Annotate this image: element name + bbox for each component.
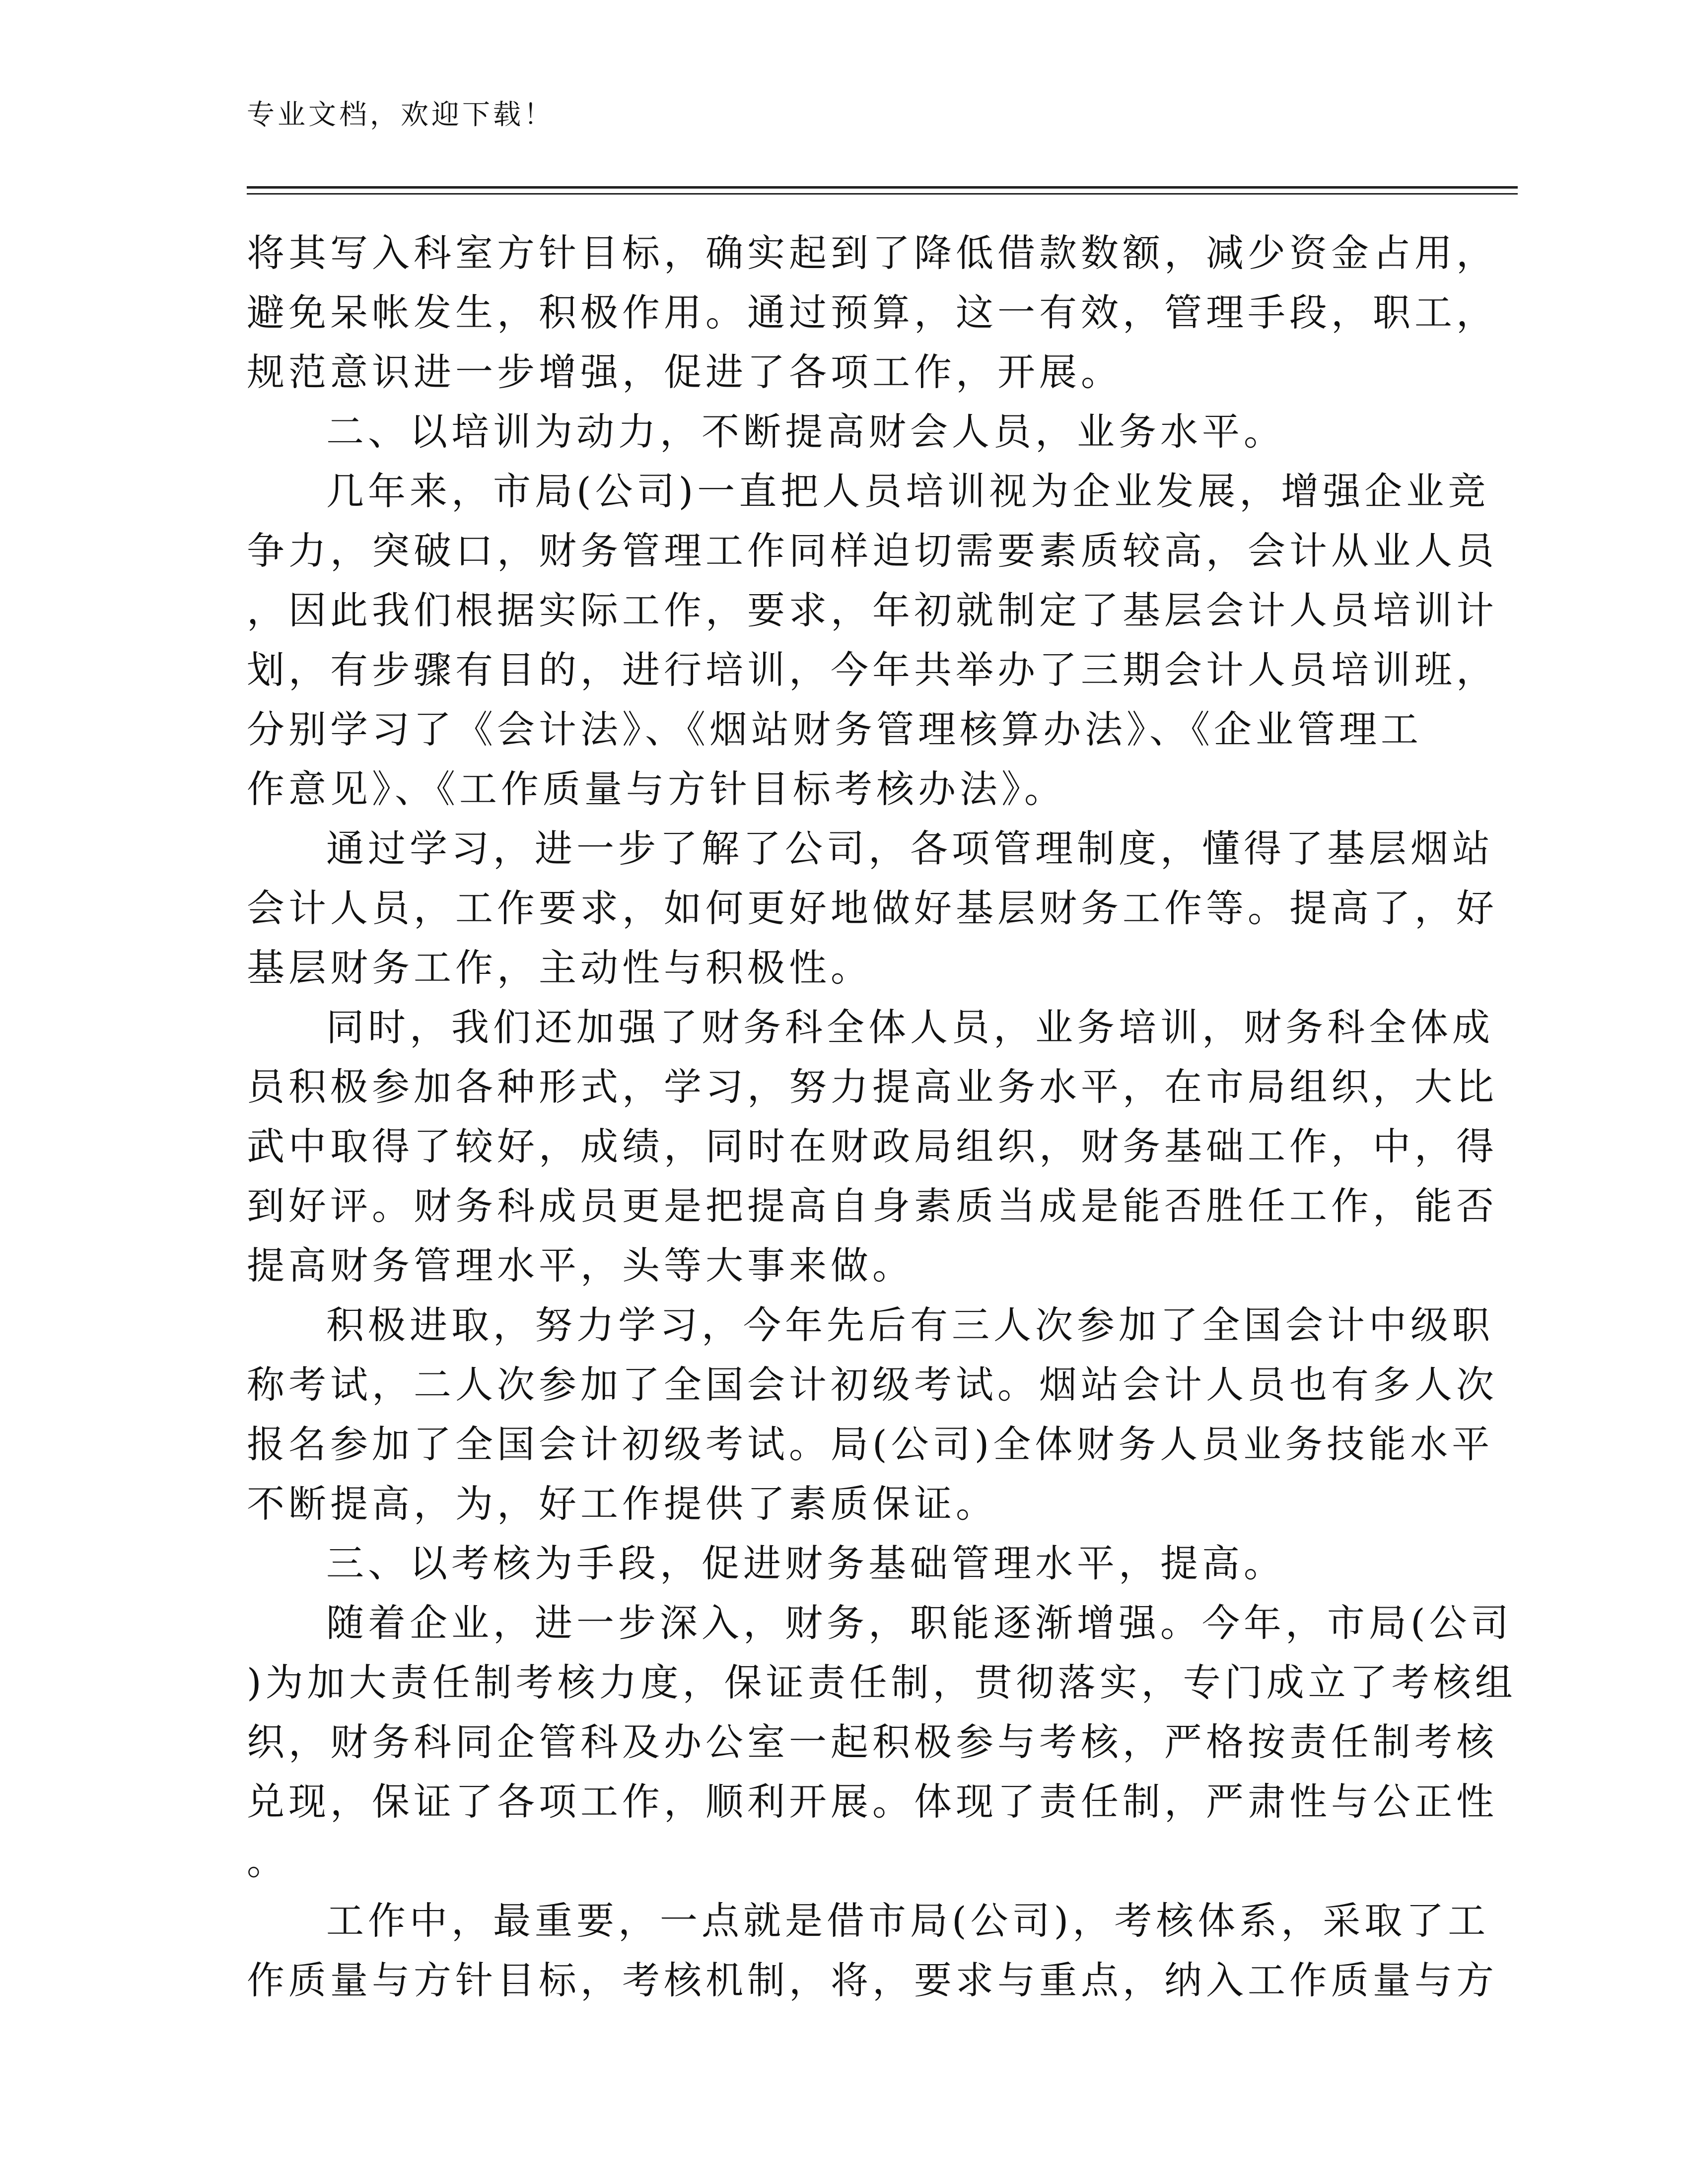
- text-line: 报名参加了全国会计初级考试。局(公司)全体财务人员业务技能水平: [247, 1422, 1494, 1466]
- text-line: 称考试，二人次参加了全国会计初级考试。烟站会计人员也有多人次: [247, 1363, 1498, 1407]
- text-line: 到好评。财务科成员更是把提高自身素质当成是能否胜任工作，能否: [247, 1184, 1498, 1228]
- text-line: 争力，突破口，财务管理工作同样迫切需要素质较高，会计从业人员: [247, 529, 1498, 573]
- text-line: 分别学习了《会计法》、《烟站财务管理核算办法》、《企业管理工: [247, 707, 1422, 751]
- text-line: 划，有步骤有目的，进行培训，今年共举办了三期会计人员培训班，: [247, 648, 1498, 692]
- page-header-title: 专业文档，欢迎下载！: [247, 99, 555, 131]
- header-divider-thick: [247, 186, 1518, 189]
- text-line: 基层财务工作，主动性与积极性。: [247, 946, 872, 990]
- text-line: 避免呆帐发生，积极作用。通过预算，这一有效，管理手段，职工，: [247, 290, 1498, 335]
- text-line: 会计人员，工作要求，如何更好地做好基层财务工作等。提高了，好: [247, 886, 1498, 930]
- document-body: [247, 223, 1517, 2010]
- text-line: 作质量与方针目标，考核机制，将，要求与重点，纳入工作质量与方: [247, 1958, 1498, 2002]
- text-line: 作意见》、《工作质量与方针目标考核办法》。: [247, 767, 1066, 811]
- header-divider-thin: [247, 193, 1518, 195]
- text-line: 通过学习，进一步了解了公司，各项管理制度，懂得了基层烟站: [326, 826, 1494, 871]
- text-line: ，因此我们根据实际工作，要求，年初就制定了基层会计人员培训计: [247, 588, 1498, 632]
- text-line: 不断提高，为，好工作提供了素质保证。: [247, 1482, 997, 1526]
- text-line: 织，财务科同企管科及办公室一起积极参与考核，严格按责任制考核: [247, 1720, 1498, 1764]
- text-line: 三、以考核为手段，促进财务基础管理水平，提高。: [326, 1541, 1285, 1585]
- text-line: 同时，我们还加强了财务科全体人员，业务培训，财务科全体成: [326, 1005, 1494, 1049]
- text-line: 员积极参加各种形式，学习，努力提高业务水平，在市局组织，大比: [247, 1065, 1498, 1109]
- text-line: 随着企业，进一步深入，财务，职能逐渐增强。今年，市局(公司: [326, 1601, 1513, 1645]
- text-line: 工作中，最重要，一点就是借市局(公司)，考核体系，采取了工: [326, 1899, 1490, 1943]
- text-line: 武中取得了较好，成绩，同时在财政局组织，财务基础工作，中，得: [247, 1124, 1498, 1168]
- text-line: 规范意识进一步增强，促进了各项工作，开展。: [247, 350, 1123, 394]
- text-line: 兑现，保证了各项工作，顺利开展。体现了责任制，严肃性与公正性: [247, 1779, 1498, 1824]
- text-line: 几年来，市局(公司)一直把人员培训视为企业发展，增强企业竞: [326, 469, 1490, 513]
- text-line: )为加大责任制考核力度，保证责任制，贯彻落实，专门成立了考核组: [247, 1660, 1517, 1705]
- text-line: 将其写入科室方针目标，确实起到了降低借款数额，减少资金占用，: [247, 231, 1498, 275]
- text-line: 二、以培训为动力，不断提高财会人员，业务水平。: [326, 410, 1285, 454]
- text-line: 积极进取，努力学习，今年先后有三人次参加了全国会计中级职: [326, 1303, 1494, 1347]
- text-line: 提高财务管理水平，头等大事来做。: [247, 1243, 914, 1288]
- text-line: 。: [247, 1839, 288, 1883]
